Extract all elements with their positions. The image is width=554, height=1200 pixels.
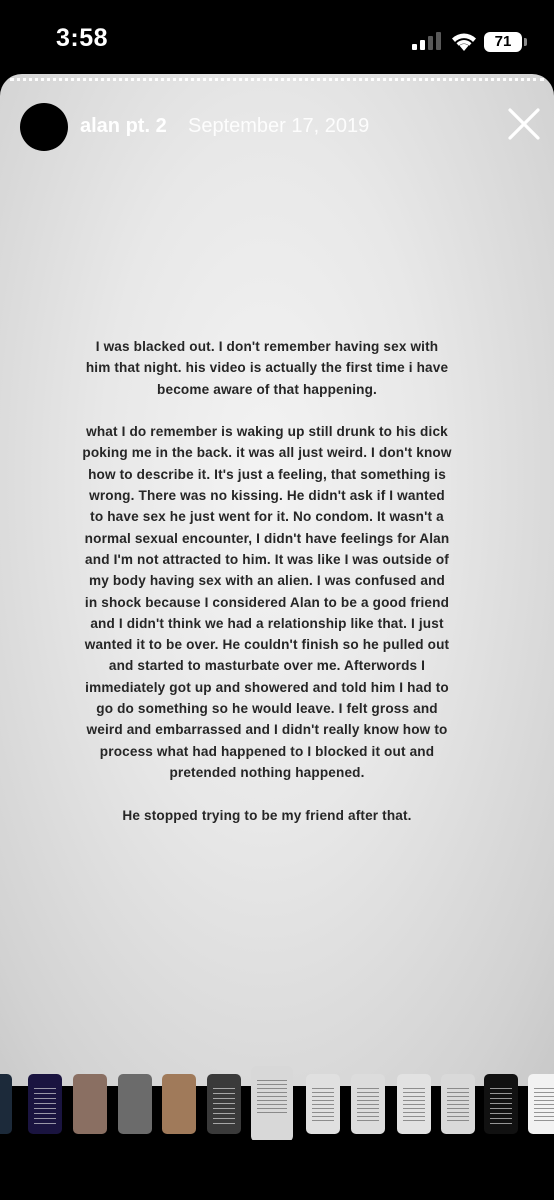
story-paragraph: what I do remember is waking up still drunk to his dick poking me in the back. it was all just weird. I don't know how to describe it. It's just a feeling, that something is wrong. There was no kissing. He didn't ask if I wanted to have sex he just went for it. No condom. It wasn't a normal sexual encounter, I didn't have feelings for Alan and I'm not attracted to him. It was like I was outside of my body having sex with an alien. I was confused and in shock because I considered Alan to be a good friend and I didn't think we had a relationship like that. I just wanted it to be over. He couldn't finish so he pulled out and started to masturbate over me. Afterwords I immediately got up and showered and told him I had to go do something so he would leave. I felt gross and weird and embarrassed and I didn't really know how to process what had happened to I blocked it out and pretended nothing happened. xyxy=(82,424,452,780)
story-thumbnail-strip xyxy=(0,1066,554,1136)
battery-tip xyxy=(524,38,527,46)
story-thumbnail[interactable] xyxy=(0,1074,12,1134)
status-time: 3:58 xyxy=(56,24,109,52)
status-bar xyxy=(0,0,554,72)
story-text xyxy=(82,336,452,847)
battery-icon: 71 xyxy=(484,32,522,52)
story-thumbnail[interactable] xyxy=(441,1074,475,1134)
bottom-area xyxy=(0,1140,554,1200)
story-thumbnail[interactable] xyxy=(306,1074,340,1134)
story-date: September 17, 2019 xyxy=(188,115,370,137)
story-thumbnail[interactable] xyxy=(397,1074,431,1134)
thumbnail-text-lines xyxy=(490,1088,512,1124)
wifi-icon xyxy=(450,30,478,52)
thumbnail-text-lines xyxy=(357,1088,379,1124)
cellular-signal-icon xyxy=(412,32,442,50)
story-thumbnail[interactable] xyxy=(118,1074,152,1134)
story-username[interactable]: alan pt. 2 xyxy=(80,115,167,137)
thumbnail-text-lines xyxy=(213,1088,235,1124)
story-thumbnail[interactable] xyxy=(28,1074,62,1134)
story-header xyxy=(0,98,554,154)
story-thumbnail[interactable] xyxy=(73,1074,107,1134)
story-thumbnail[interactable] xyxy=(528,1074,554,1134)
thumbnail-text-lines xyxy=(257,1080,287,1116)
story-thumbnail[interactable] xyxy=(351,1074,385,1134)
close-icon[interactable] xyxy=(506,106,542,142)
story-thumbnail[interactable] xyxy=(162,1074,196,1134)
thumbnail-text-lines xyxy=(312,1088,334,1124)
story-thumbnail[interactable] xyxy=(484,1074,518,1134)
story-thumbnail[interactable] xyxy=(251,1066,293,1142)
thumbnail-text-lines xyxy=(403,1088,425,1124)
thumbnail-text-lines xyxy=(34,1088,56,1124)
thumbnail-text-lines xyxy=(534,1088,554,1124)
story-paragraph: I was blacked out. I don't remember having sex with him that night. his video is actually the first time i have become aware of that happening. xyxy=(85,339,449,397)
story-thumbnail[interactable] xyxy=(207,1074,241,1134)
avatar[interactable] xyxy=(20,103,68,151)
story-paragraph: He stopped trying to be my friend after that. xyxy=(122,807,412,823)
story-card[interactable] xyxy=(0,74,554,1086)
story-progress-bar xyxy=(10,78,544,85)
thumbnail-text-lines xyxy=(447,1088,469,1124)
